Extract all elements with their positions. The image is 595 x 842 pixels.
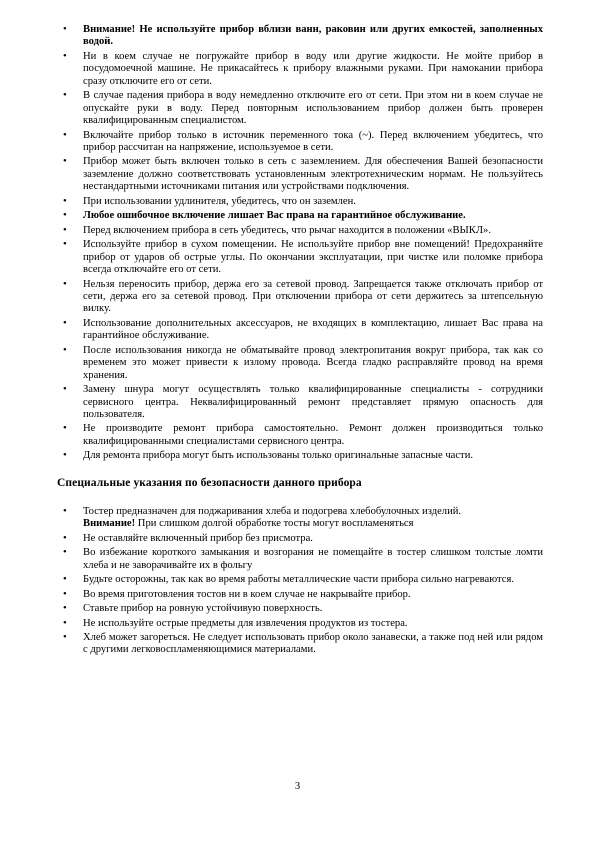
list-item-text: При использовании удлинителя, убедитесь, что он заземлен. <box>83 195 356 207</box>
document-page <box>57 24 543 659</box>
special-warnings-list <box>57 506 543 657</box>
list-item-toaster-intro <box>57 506 543 531</box>
list-item <box>57 196 543 208</box>
toaster-purpose-text: Тостер предназначен для поджаривания хлеба и подогрева хлебобулочных изделий. <box>83 505 462 517</box>
bullet-icon: • <box>63 505 67 517</box>
list-item-text: Внимание! Не используйте прибор вблизи ванн, раковин или других емкостей, заполненных водой. <box>83 24 543 48</box>
list-item <box>57 423 543 448</box>
bullet-icon: • <box>63 603 67 615</box>
list-item <box>57 90 543 127</box>
bullet-icon: • <box>63 450 67 462</box>
list-item-text: Прибор может быть включен только в сеть с заземлением. Для обеспечения Вашей безопасности заземление должно соответствовать установленным электротехническим нормам. Не пользуйтесь нестандартными источниками питания или устройствами подключения. <box>83 156 543 193</box>
list-item <box>57 279 543 316</box>
list-item <box>57 618 543 630</box>
list-item <box>57 24 543 49</box>
list-item-text: Во избежание короткого замыкания и возгорания не помещайте в тостер слишком толстые ломти хлеба и не заворачивайте их в фольгу <box>83 547 543 571</box>
list-item <box>57 574 543 586</box>
bullet-icon: • <box>63 423 67 435</box>
list-item-text: Включайте прибор только в источник переменного тока (~). Перед включением убедитесь, что прибор рассчитан на напряжение, используемое в сети. <box>83 129 543 153</box>
bullet-icon: • <box>63 344 67 356</box>
bullet-icon: • <box>63 317 67 329</box>
bullet-icon: • <box>63 50 67 62</box>
bullet-icon: • <box>63 384 67 396</box>
list-item <box>57 450 543 462</box>
list-item <box>57 533 543 545</box>
list-item <box>57 156 543 193</box>
list-item <box>57 603 543 615</box>
bullet-icon: • <box>63 24 67 35</box>
bullet-icon: • <box>63 224 67 236</box>
bullet-icon: • <box>63 90 67 102</box>
list-item <box>57 547 543 572</box>
list-item <box>57 51 543 88</box>
bullet-icon: • <box>63 547 67 559</box>
list-item <box>57 210 543 222</box>
bullet-icon: • <box>63 129 67 141</box>
list-item-text: Любое ошибочное включение лишает Вас права на гарантийное обслуживание. <box>83 210 466 222</box>
list-item <box>57 318 543 343</box>
list-item-text: Не производите ремонт прибора самостоятельно. Ремонт должен производиться только квалифицированными специалистами сервисного центра. <box>83 423 543 447</box>
list-item-text: В случае падения прибора в воду немедленно отключите его от сети. При этом ни в коем случае не опускайте руки в воду. Перед повторным использованием прибор должен быть проверен квалифицированным специалистом. <box>83 90 543 127</box>
page-number: 3 <box>294 781 301 792</box>
list-item <box>57 632 543 657</box>
bullet-icon: • <box>63 617 67 629</box>
list-item-text: Использование дополнительных аксессуаров, не входящих в комплектацию, лишает Вас права на гарантийное обслуживание. <box>83 317 543 342</box>
bullet-icon: • <box>63 632 67 644</box>
section-heading: Специальные указания по безопасности данного прибора <box>57 476 362 489</box>
list-item <box>57 239 543 276</box>
list-item-text: Замену шнура могут осуществлять только квалифицированные специалисты - сотрудники сервисного центра. Неквалифицированный ремонт представляет прямую опасность для пользователя. <box>83 384 543 420</box>
list-item-text: Ставьте прибор на ровную устойчивую поверхность. <box>83 603 323 615</box>
list-item <box>57 589 543 601</box>
list-item-text: Для ремонта прибора могут быть использованы только оригинальные запасные части. <box>83 450 474 462</box>
list-item-text: Не оставляйте включенный прибор без присмотра. <box>83 532 313 544</box>
bullet-icon: • <box>63 156 67 168</box>
list-item-text: Нельзя переносить прибор, держа его за сетевой провод. Запрещается также отключать прибор от сети, держа его за сетевой провод. При отключении прибора от сети держитесь за штепсельную вилку. <box>83 278 543 315</box>
list-item-text: Перед включением прибора в сеть убедитесь, что рычаг находится в положении «ВЫКЛ». <box>83 224 491 236</box>
general-warnings-list <box>57 24 543 463</box>
bullet-icon: • <box>63 588 67 600</box>
list-item-text: Ни в коем случае не погружайте прибор в воду или другие жидкости. Не мойте прибор в посудомоечной машине. Не прикасайтесь к прибору влажными руками. При намокании прибора сразу отключите его от сети. <box>83 50 543 87</box>
list-item-text: Во время приготовления тостов ни в коем случае не накрывайте прибор. <box>83 588 411 600</box>
bullet-icon: • <box>63 278 67 290</box>
list-item-text: Будьте осторожны, так как во время работы металлические части прибора сильно нагреваются. <box>83 574 514 586</box>
list-item-text: Не используйте острые предметы для извлечения продуктов из тостера. <box>83 617 408 629</box>
list-item-text: После использования никогда не обматывайте провод электропитания вокруг прибора, так как со временем это может привести к излому провода. Всегда гладко расправляйте провод на время хранения. <box>83 344 543 381</box>
list-item <box>57 384 543 421</box>
bullet-icon: • <box>63 195 67 207</box>
bullet-icon: • <box>63 210 67 222</box>
list-item-text: Хлеб может загореться. Не следует использовать прибор около занавески, а также под ней или рядом с другими легковоспламеняющимися материалами. <box>83 632 543 656</box>
bullet-icon: • <box>63 239 67 251</box>
list-item <box>57 225 543 237</box>
list-item <box>57 345 543 382</box>
toaster-warning-label: Внимание! <box>83 518 136 530</box>
list-item <box>57 130 543 155</box>
toaster-warning-text: При слишком долгой обработке тосты могут воспламеняться <box>135 518 414 530</box>
bullet-icon: • <box>63 532 67 544</box>
list-item-text: Используйте прибор в сухом помещении. Не используйте прибор вне помещений! Предохраняйте прибор от ударов об острые углы. По окончании эксплуатации, при чистке или поломке прибора всегда отключайте его от сети. <box>83 239 543 276</box>
bullet-icon: • <box>63 574 67 586</box>
